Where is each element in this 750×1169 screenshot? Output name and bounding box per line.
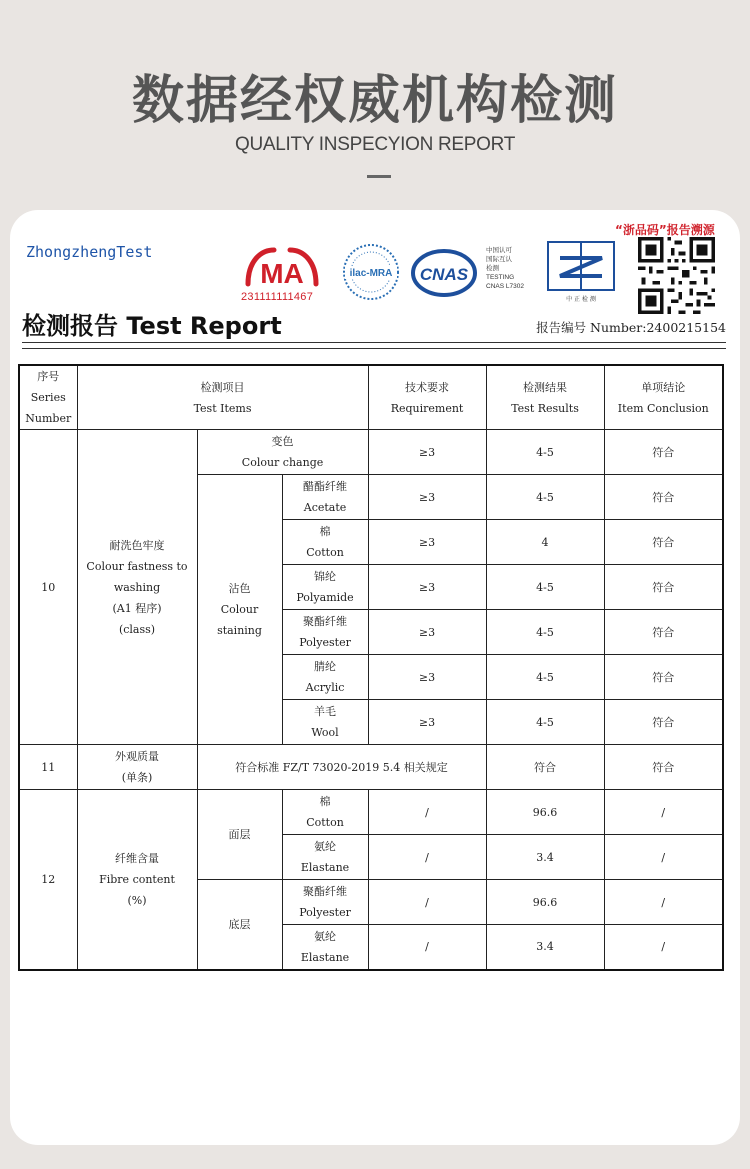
test-items-header: 检测项目 Test Items [77,365,368,430]
series-number-10: 10 [19,430,77,745]
report-card [10,210,740,1145]
svg-text:中 正 检 测: 中 正 检 测 [566,296,596,303]
conclusion-cell: 符合 [604,520,723,565]
result-cell: 符合 [486,745,604,790]
requirement-cell: / [368,835,486,880]
fiber-cell: 醋酯纤维 Acetate [282,475,368,520]
page-subtitle: QUALITY INSPECYION REPORT [234,134,516,155]
cnas-accreditation-text: 中国认可 国际互认 检测 TESTING CNAS L7302 [486,247,524,290]
outer-layer-label: 面层 [197,790,282,880]
title-divider [367,175,391,178]
table-row [19,745,723,790]
conclusion-cell: 符合 [604,745,723,790]
fiber-cell: 氨纶 Elastane [282,835,368,880]
qr-code-icon [638,237,715,314]
fiber-cell: 聚酯纤维 Polyester [282,610,368,655]
fiber-cell: 羊毛 Wool [282,700,368,745]
result-cell: 96.6 [486,790,604,835]
conclusion-cell: / [604,835,723,880]
zhongzheng-logo-icon [546,240,616,304]
fibre-content-item: 纤维含量 Fibre content (%) [77,790,197,970]
fiber-cell: 棉 Cotton [282,520,368,565]
series-number-11: 11 [19,745,77,790]
fiber-cell: 锦纶 Polyamide [282,565,368,610]
page-title: 数据经权威机构检测 [131,71,618,131]
result-cell: 3.4 [486,925,604,970]
conclusion-cell: 符合 [604,430,723,475]
requirement-cell: ≥3 [368,475,486,520]
item-conclusion-header: 单项结论 Item Conclusion [604,365,723,430]
requirement-cell: ≥3 [368,430,486,475]
conclusion-cell: 符合 [604,610,723,655]
requirement-cell: ≥3 [368,700,486,745]
conclusion-cell: 符合 [604,565,723,610]
series-number-12: 12 [19,790,77,970]
result-cell: 4-5 [486,655,604,700]
ilac-mra-logo-icon [342,243,400,301]
report-number: 报告编号 Number:2400215154 [536,320,726,335]
fiber-cell: 氨纶 Elastane [282,925,368,970]
test-results-table [18,364,724,971]
svg-text:MA: MA [260,258,304,289]
result-cell: 4 [486,520,604,565]
table-header-row [19,365,723,430]
conclusion-cell: 符合 [604,475,723,520]
result-cell: 4-5 [486,700,604,745]
table-row [19,430,723,475]
washing-fastness-item: 耐洗色牢度 Colour fastness to washing (A1 程序) (class) [77,430,197,745]
requirement-cell: ≥3 [368,610,486,655]
result-cell: 4-5 [486,430,604,475]
conclusion-cell: 符合 [604,700,723,745]
result-cell: 4-5 [486,475,604,520]
requirement-cell: / [368,790,486,835]
requirement-cell: ≥3 [368,565,486,610]
traceability-label: “浙品码”报告溯源 [615,223,715,237]
result-cell: 4-5 [486,565,604,610]
series-number-header: 序号 Series Number [19,365,77,430]
report-title: 检测报告 Test Report [22,312,282,340]
cnas-logo-icon [410,248,478,298]
colour-change-item: 变色 Colour change [197,430,368,475]
result-cell: 3.4 [486,835,604,880]
requirement-cell: 符合标准 FZ/T 73020-2019 5.4 相关规定 [197,745,486,790]
conclusion-cell: / [604,790,723,835]
inner-layer-label: 底层 [197,880,282,970]
fiber-cell: 腈纶 Acrylic [282,655,368,700]
cma-number: 231111111467 [241,291,314,303]
requirement-cell: ≥3 [368,655,486,700]
fiber-cell: 棉 Cotton [282,790,368,835]
header-rule-bottom [22,348,726,349]
requirement-cell: / [368,880,486,925]
requirement-cell: / [368,925,486,970]
conclusion-cell: 符合 [604,655,723,700]
svg-text:CNAS: CNAS [419,265,469,284]
fiber-cell: 聚酯纤维 Polyester [282,880,368,925]
requirement-header: 技术要求 Requirement [368,365,486,430]
requirement-cell: ≥3 [368,520,486,565]
appearance-quality-item: 外观质量 (单条) [77,745,197,790]
svg-text:ilac-MRA: ilac-MRA [349,268,393,279]
result-cell: 4-5 [486,610,604,655]
test-results-header: 检测结果 Test Results [486,365,604,430]
conclusion-cell: / [604,880,723,925]
lab-brand: ZhongzhengTest [26,243,153,261]
table-row [19,790,723,835]
header-rule-top [22,342,726,343]
colour-staining-item: 沾色 Colour staining [197,475,282,745]
result-cell: 96.6 [486,880,604,925]
conclusion-cell: / [604,925,723,970]
